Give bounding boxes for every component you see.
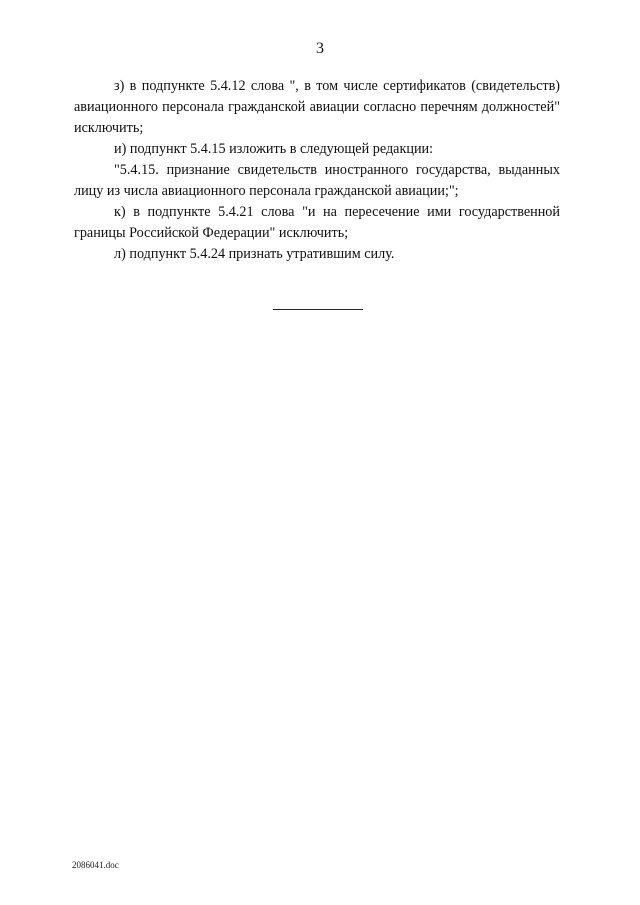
- paragraph-z: з) в подпункте 5.4.12 слова ", в том числе сертификатов (свидетельств) авиационного персонала гражданской авиации согласно перечням должностей" исключить;: [74, 78, 560, 136]
- paragraph-k: к) в подпункте 5.4.21 слова "и на пересечение ими государственной границы Российской Федерации" исключить;: [74, 204, 560, 241]
- paragraph-i: и) подпункт 5.4.15 изложить в следующей редакции:: [114, 141, 434, 157]
- document-body: [74, 76, 560, 265]
- paragraph-l: л) подпункт 5.4.24 признать утратившим силу.: [114, 246, 395, 262]
- end-separator-line: [273, 309, 363, 310]
- page-number: 3: [316, 40, 324, 57]
- paragraph-5-4-15: "5.4.15. признание свидетельств иностранного государства, выданных лицу из числа авиационного персонала гражданской авиации;";: [74, 162, 560, 199]
- document-file-id: 2086041.doc: [72, 860, 119, 870]
